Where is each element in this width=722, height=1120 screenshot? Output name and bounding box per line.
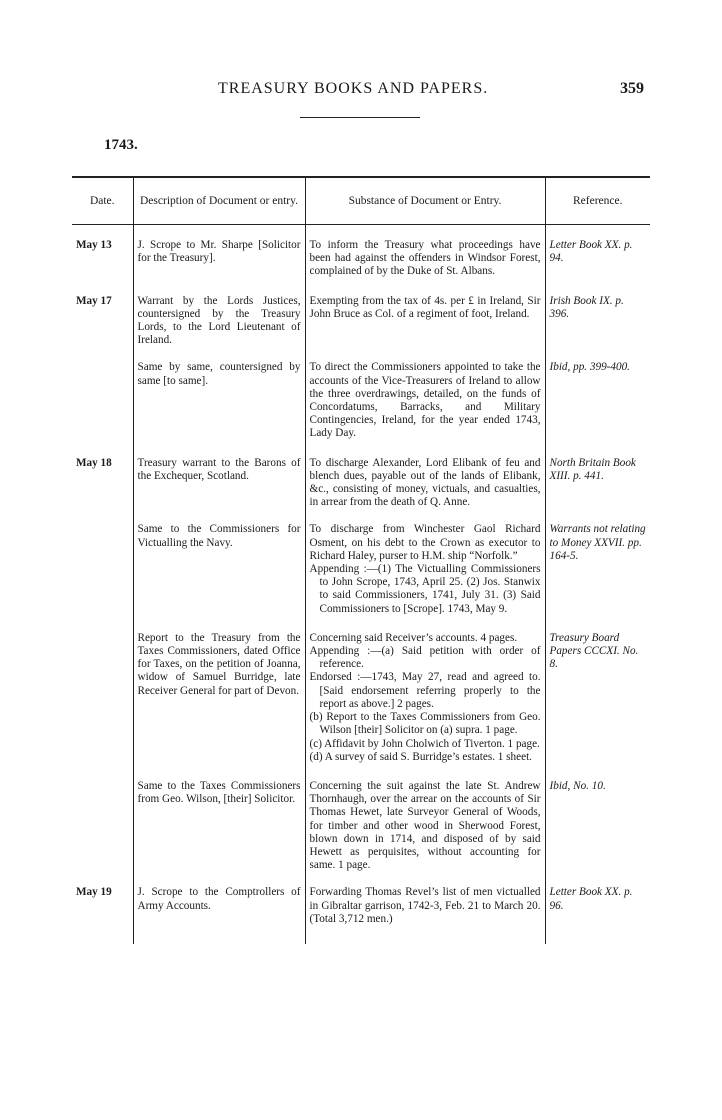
entry-date: May 19: [76, 886, 112, 899]
entry-description: Same by same, countersigned by same [to same].: [133, 361, 305, 440]
table-spacer: [72, 441, 650, 457]
entry-reference: Ibid, pp. 399-400.: [545, 361, 650, 440]
table-spacer: [72, 509, 650, 523]
column-header-date: Date.: [72, 177, 133, 225]
entry-substance: [305, 632, 545, 764]
entry-date: [72, 780, 133, 872]
running-title: TREASURY BOOKS AND PAPERS.: [218, 80, 489, 97]
entry-substance: [305, 780, 545, 872]
table-row: [72, 780, 650, 872]
substance-paragraph: (b) Report to the Taxes Commissioners from Geo. Wilson [their] Solicitor on (a) supra. 1 page.: [309, 711, 541, 737]
entry-description: Same to the Commissioners for Victualling the Navy.: [133, 523, 305, 615]
entry-reference: Treasury Board Papers CCCXI. No. 8.: [545, 632, 650, 764]
substance-paragraph: Forwarding Thomas Revel’s list of men victualled in Gibraltar garrison, 1742-3, Feb. 21 to March 20. (Total 3,712 men.): [309, 886, 541, 925]
entry-description: J. Scrope to the Comptrollers of Army Accounts.: [133, 886, 305, 926]
table-spacer: [72, 347, 650, 361]
entry-date: May 18: [76, 456, 112, 469]
table-row: [72, 632, 650, 764]
table-row: [72, 886, 650, 926]
entry-substance: [305, 886, 545, 926]
entry-substance: [305, 523, 545, 615]
column-header-description: Description of Document or entry.: [133, 177, 305, 225]
table-spacer: [72, 616, 650, 632]
substance-paragraph: Appending :—(1) The Victualling Commissioners to John Scrope, 1743, April 25. (2) Jos. Stanwix to said Commissioners, 1741, July 31. (3) Said Commissioners to [Scrope]. 1743, May 9.: [309, 563, 541, 615]
table-row: [72, 457, 650, 510]
entry-reference: North Britain Book XIII. p. 441.: [545, 457, 650, 510]
substance-paragraph: To direct the Commissioners appointed to take the accounts of the Vice-Treasurers of Ireland to allow the three overdrawings, detailed, on the funds of Concordatums, Barracks, and Military Contingencies, Ireland, for the year ended 1743, Lady Day.: [309, 361, 541, 440]
table-row: [72, 523, 650, 615]
substance-paragraph: Exempting from the tax of 4s. per £ in Ireland, Sir John Bruce as Col. of a regiment of foot, Ireland.: [309, 294, 541, 320]
entry-description: Same to the Taxes Commissioners from Geo. Wilson, [their] Solicitor.: [133, 780, 305, 872]
substance-paragraph: Appending :—(a) Said petition with order of reference.: [309, 645, 541, 671]
entry-date: May 17: [76, 294, 112, 307]
entry-date: [72, 361, 133, 440]
entry-description: Warrant by the Lords Justices, countersigned by the Treasury Lords, to the Lord Lieutenant of Ireland.: [133, 295, 305, 348]
table-spacer: [72, 279, 650, 295]
substance-paragraph: To inform the Treasury what proceedings have been had against the offenders in Windsor Forest, complained of by the Duke of St. Albans.: [309, 239, 541, 278]
table-spacer: [72, 764, 650, 780]
column-header-substance: Substance of Document or Entry.: [305, 177, 545, 225]
table-spacer: [72, 225, 650, 240]
substance-paragraph: To discharge from Winchester Gaol Richard Osment, on his debt to the Crown as executor to Richard Haley, purser to H.M. ship “Norfolk.”: [309, 523, 541, 562]
entry-description: J. Scrope to Mr. Sharpe [Solicitor for the Treasury].: [133, 239, 305, 279]
entry-reference: Letter Book XX. p. 94.: [545, 239, 650, 279]
running-head: [0, 80, 722, 100]
entry-reference: Ibid, No. 10.: [545, 780, 650, 872]
substance-paragraph: Concerning said Receiver’s accounts. 4 pages.: [309, 631, 518, 644]
entry-reference: Letter Book XX. p. 96.: [545, 886, 650, 926]
table-spacer: [72, 926, 650, 944]
entry-date: [72, 523, 133, 615]
substance-paragraph: Endorsed :—1743, May 27, read and agreed to. [Said endorsement referring properly to the report as above.] 2 pages.: [309, 671, 541, 710]
entry-date: [72, 632, 133, 764]
entry-description: Report to the Treasury from the Taxes Commissioners, dated Office for Taxes, on the petition of Joanna, widow of Samuel Burridge, late Receiver General for part of Devon.: [133, 632, 305, 764]
table-row: [72, 239, 650, 279]
entry-reference: Warrants not relating to Money XXVII. pp. 164-5.: [545, 523, 650, 615]
page-number: 359: [620, 80, 644, 97]
table-body: [72, 225, 650, 944]
substance-paragraph: (c) Affidavit by John Cholwich of Tiverton. 1 page.: [309, 737, 540, 750]
year-heading: 1743.: [104, 137, 138, 153]
entry-substance: [305, 295, 545, 348]
table-row: [72, 361, 650, 440]
substance-paragraph: To discharge Alexander, Lord Elibank of feu and blench dues, payable out of the lands of Elibank, &c., consisting of money, victuals, and casualties, in arrear from the death of Q. Anne.: [309, 456, 541, 509]
entry-substance: [305, 361, 545, 440]
substance-paragraph: (d) A survey of said S. Burridge’s estates. 1 sheet.: [309, 750, 532, 763]
table-header-row: [72, 177, 650, 225]
entry-substance: [305, 239, 545, 279]
entry-date: May 13: [76, 239, 112, 251]
substance-paragraph: Concerning the suit against the late St. Andrew Thornhaugh, over the arrear on the accounts of Sir Thomas Hewet, late Surveyor General of Woods, for timber and other wood in Sherwood Forest, blown down in 1714, and disposed of by said Hewett as perquisites, without accounting for same. 1 page.: [309, 779, 541, 872]
table-spacer: [72, 872, 650, 886]
entry-description: Treasury warrant to the Barons of the Exchequer, Scotland.: [133, 457, 305, 510]
calendar-table: [72, 176, 650, 944]
header-rule: [300, 117, 420, 118]
column-header-reference: Reference.: [545, 177, 650, 225]
entry-substance: [305, 457, 545, 510]
table-row: [72, 295, 650, 348]
entry-reference: Irish Book IX. p. 396.: [545, 295, 650, 348]
